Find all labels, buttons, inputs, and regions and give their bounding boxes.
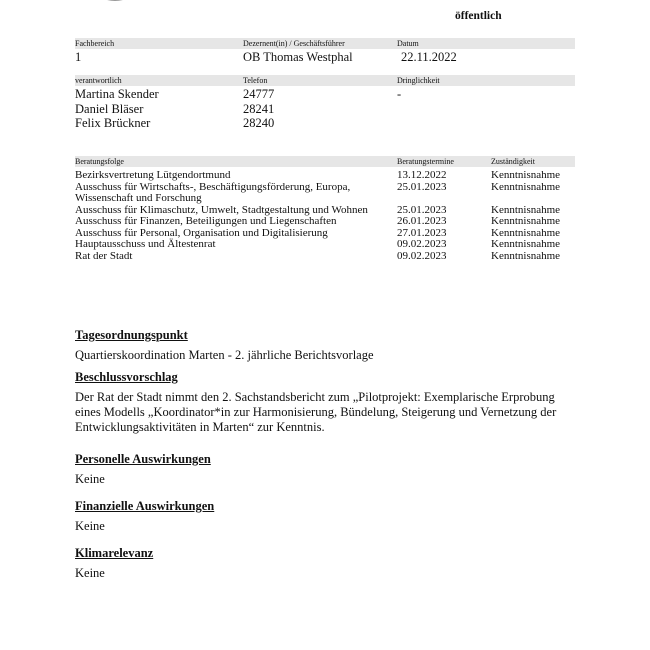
personelle-section <box>75 452 575 487</box>
verantwortlich-list <box>75 87 159 131</box>
person-name: Felix Brückner <box>75 116 151 130</box>
label-telefon: Telefon <box>243 76 268 85</box>
finanzielle-heading: Finanzielle Auswirkungen <box>75 499 215 513</box>
telefon-list <box>243 87 274 131</box>
table-row <box>75 170 575 182</box>
klimarelevanz-section <box>75 546 575 581</box>
meta-label-row-2 <box>75 75 575 86</box>
zustaendigkeit: Kenntnisnahme <box>491 203 561 216</box>
termin-date: 26.01.2023 <box>397 215 447 227</box>
gremium-name: Ausschuss für Finanzen, Beteiligungen und Liegenschaften <box>75 215 337 227</box>
personelle-heading: Personelle Auswirkungen <box>75 452 211 466</box>
gremium-name: Ausschuss für Personal, Organisation und Digitalisierung <box>75 226 328 239</box>
gremium-name: Bezirksvertretung Lütgendortmund <box>75 169 231 181</box>
beschlussvorschlag-section <box>75 370 575 435</box>
termin-date: 09.02.2023 <box>397 249 447 262</box>
gremium-name: Ausschuss für Klimaschutz, Umwelt, Stadtgestaltung und Wohnen <box>75 203 368 216</box>
visibility-label: öffentlich <box>455 10 502 22</box>
person-name: Daniel Bläser <box>75 101 144 116</box>
table-row <box>75 251 575 263</box>
value-dringlichkeit: - <box>397 87 402 101</box>
zustaendigkeit: Kenntnisnahme <box>491 249 561 262</box>
logo-fragment <box>96 0 134 1</box>
tagesordnungspunkt-heading: Tagesordnungspunkt <box>75 328 188 342</box>
tagesordnungspunkt-section <box>75 328 575 363</box>
klimarelevanz-text: Keine <box>75 566 105 580</box>
gremium-name: Ausschuss für Wirtschafts-, Beschäftigungsförderung, Europa, Wissenschaft und Forschung <box>75 180 351 204</box>
label-datum: Datum <box>397 39 419 48</box>
label-dezernent: Dezernent(in) / Geschäftsführer <box>243 39 345 48</box>
label-beratungsfolge: Beratungsfolge <box>75 157 124 166</box>
termin-date: 27.01.2023 <box>397 226 447 239</box>
zustaendigkeit: Kenntnisnahme <box>491 238 561 250</box>
table-row <box>75 182 575 205</box>
gremium-name: Rat der Stadt <box>75 249 133 262</box>
value-dezernent: OB Thomas Westphal <box>243 50 353 64</box>
meta-block-2 <box>75 75 575 136</box>
zustaendigkeit: Kenntnisnahme <box>491 169 561 181</box>
label-zustaendigkeit: Zuständigkeit <box>491 157 535 166</box>
finanzielle-text: Keine <box>75 519 105 533</box>
beschlussvorschlag-heading: Beschlussvorschlag <box>75 370 178 384</box>
tagesordnungspunkt-text: Quartierskoordination Marten - 2. jährliche Berichtsvorlage <box>75 348 374 362</box>
beratungsfolge-table <box>75 170 575 262</box>
label-verantwortlich: verantwortlich <box>75 76 122 85</box>
label-dringlichkeit: Dringlichkeit <box>397 76 440 85</box>
zustaendigkeit: Kenntnisnahme <box>491 180 561 193</box>
label-fachbereich: Fachbereich <box>75 39 115 48</box>
klimarelevanz-heading: Klimarelevanz <box>75 546 154 560</box>
zustaendigkeit: Kenntnisnahme <box>491 226 561 239</box>
beratungsfolge-header <box>75 156 575 167</box>
meta-label-row-1 <box>75 38 575 49</box>
value-datum: 22.11.2022 <box>401 50 457 64</box>
person-name: Martina Skender <box>75 87 159 101</box>
termin-date: 09.02.2023 <box>397 238 447 250</box>
termin-date: 25.01.2023 <box>397 203 447 216</box>
finanzielle-section <box>75 499 575 534</box>
table-row <box>75 239 575 251</box>
termin-date: 25.01.2023 <box>397 180 447 193</box>
zustaendigkeit: Kenntnisnahme <box>491 215 561 227</box>
beratungsfolge-label-row <box>75 156 575 167</box>
table-row <box>75 216 575 228</box>
termin-date: 13.12.2022 <box>397 169 447 181</box>
phone-number: 28241 <box>243 101 275 116</box>
label-beratungstermine: Beratungstermine <box>397 157 454 166</box>
phone-number: 24777 <box>243 87 275 101</box>
value-fachbereich: 1 <box>75 50 82 64</box>
gremium-name: Hauptausschuss und Ältestenrat <box>75 238 216 250</box>
phone-number: 28240 <box>243 116 275 130</box>
meta-block-1 <box>75 38 575 67</box>
personelle-text: Keine <box>75 472 105 486</box>
beschlussvorschlag-text: Der Rat der Stadt nimmt den 2. Sachstandsbericht zum „Pilotprojekt: Exemplarische Erprobung eines Modells „Koordinator*in zur Harmonisierung, Bündelung, Steigerung und Vernetzung der Entwicklungsaktivitäten in Marten“ zur Kenntnis. <box>75 390 557 434</box>
